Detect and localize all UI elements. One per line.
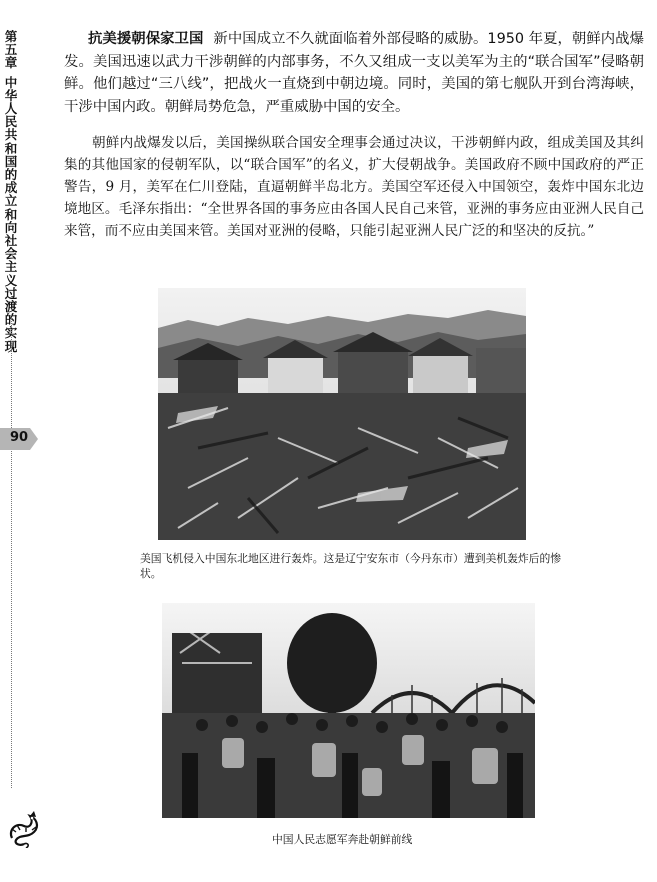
chapter-title-char: 社 bbox=[4, 233, 18, 249]
chapter-title-char: 会 bbox=[4, 246, 18, 262]
chapter-title-char: 的 bbox=[4, 167, 18, 183]
chapter-title-char: 义 bbox=[4, 272, 18, 288]
chapter-title-char: 共 bbox=[4, 127, 18, 143]
chapter-title-char: 实 bbox=[4, 325, 18, 341]
page-number: 90 bbox=[10, 430, 29, 445]
chapter-label-char: 第 bbox=[4, 29, 18, 44]
section-heading: 抗美援朝保家卫国 bbox=[88, 31, 204, 47]
chapter-side-title bbox=[2, 30, 20, 353]
figure2-caption: 中国人民志愿军奔赴朝鲜前线 bbox=[272, 833, 413, 846]
chapter-title-char: 中 bbox=[4, 74, 18, 90]
chapter-title-char: 渡 bbox=[4, 299, 18, 315]
chapter-title-char: 和 bbox=[4, 206, 18, 222]
figure1-caption: 美国飞机侵入中国东北地区进行轰炸。这是辽宁安东市（今丹东市）遭到美机轰炸后的惨状。 bbox=[140, 552, 562, 580]
chapter-label-char: 五 bbox=[4, 42, 18, 58]
bombing-ruins-photo bbox=[158, 288, 526, 540]
intro-paragraph bbox=[64, 28, 644, 118]
chapter-title-char: 的 bbox=[4, 312, 18, 328]
intro-text: 新中国成立不久就面临着外部侵略的威胁。1950 年夏，朝鲜内战爆发。美国迅速以武力干涉朝鲜的内部事务，不久又组成一支以美军为主的“联合国军”侵略朝鲜。他们越过“三八线”，把战火一直烧到中朝边境。同时，美国的第七舰队开到台湾海峡，干涉中国内政。朝鲜局势危急，严重威胁中国的安全。 bbox=[64, 31, 644, 115]
margin-divider bbox=[11, 318, 12, 788]
chapter-title-char: 国 bbox=[4, 153, 18, 169]
chapter-title-char: 主 bbox=[4, 259, 18, 275]
chapter-title-char: 立 bbox=[4, 193, 18, 209]
chapter-title-char: 和 bbox=[4, 140, 18, 156]
volunteer-army-photo bbox=[162, 603, 535, 818]
page-number-tab bbox=[0, 428, 38, 450]
reading-paragraph: 朝鲜内战爆发以后，美国操纵联合国安全理事会通过决议，干涉朝鲜内政，组成美国及其纠集的其他国家的侵朝军队，以“联合国军”的名义，扩大侵朝战争。美国政府不顾中国政府的严正警告，9 月，美军在仁川登陆，直逼朝鲜半岛北方。美国空军还侵入中国领空，轰炸中国东北边境地区。毛泽东指出：“全世界各国的事务应由各国人民自己来管，亚洲的事务应由亚洲人民自己来管，而不应由美国来管。美国对亚洲的侵略，只能引起亚洲人民广泛的和坚决的反抗。” bbox=[64, 135, 644, 239]
chapter-title-char: 过 bbox=[4, 285, 18, 301]
chapter-label bbox=[2, 30, 20, 70]
dragon-icon bbox=[6, 808, 44, 848]
chapter-title-char: 民 bbox=[4, 114, 18, 130]
chapter-title-char: 向 bbox=[4, 219, 18, 235]
chapter-title-char: 人 bbox=[4, 101, 18, 117]
chapter-title bbox=[2, 76, 20, 353]
chapter-title-char: 华 bbox=[4, 87, 18, 103]
chapter-label-char: 章 bbox=[4, 55, 18, 71]
chapter-title-char: 现 bbox=[4, 338, 18, 354]
chapter-title-char: 成 bbox=[4, 180, 18, 196]
